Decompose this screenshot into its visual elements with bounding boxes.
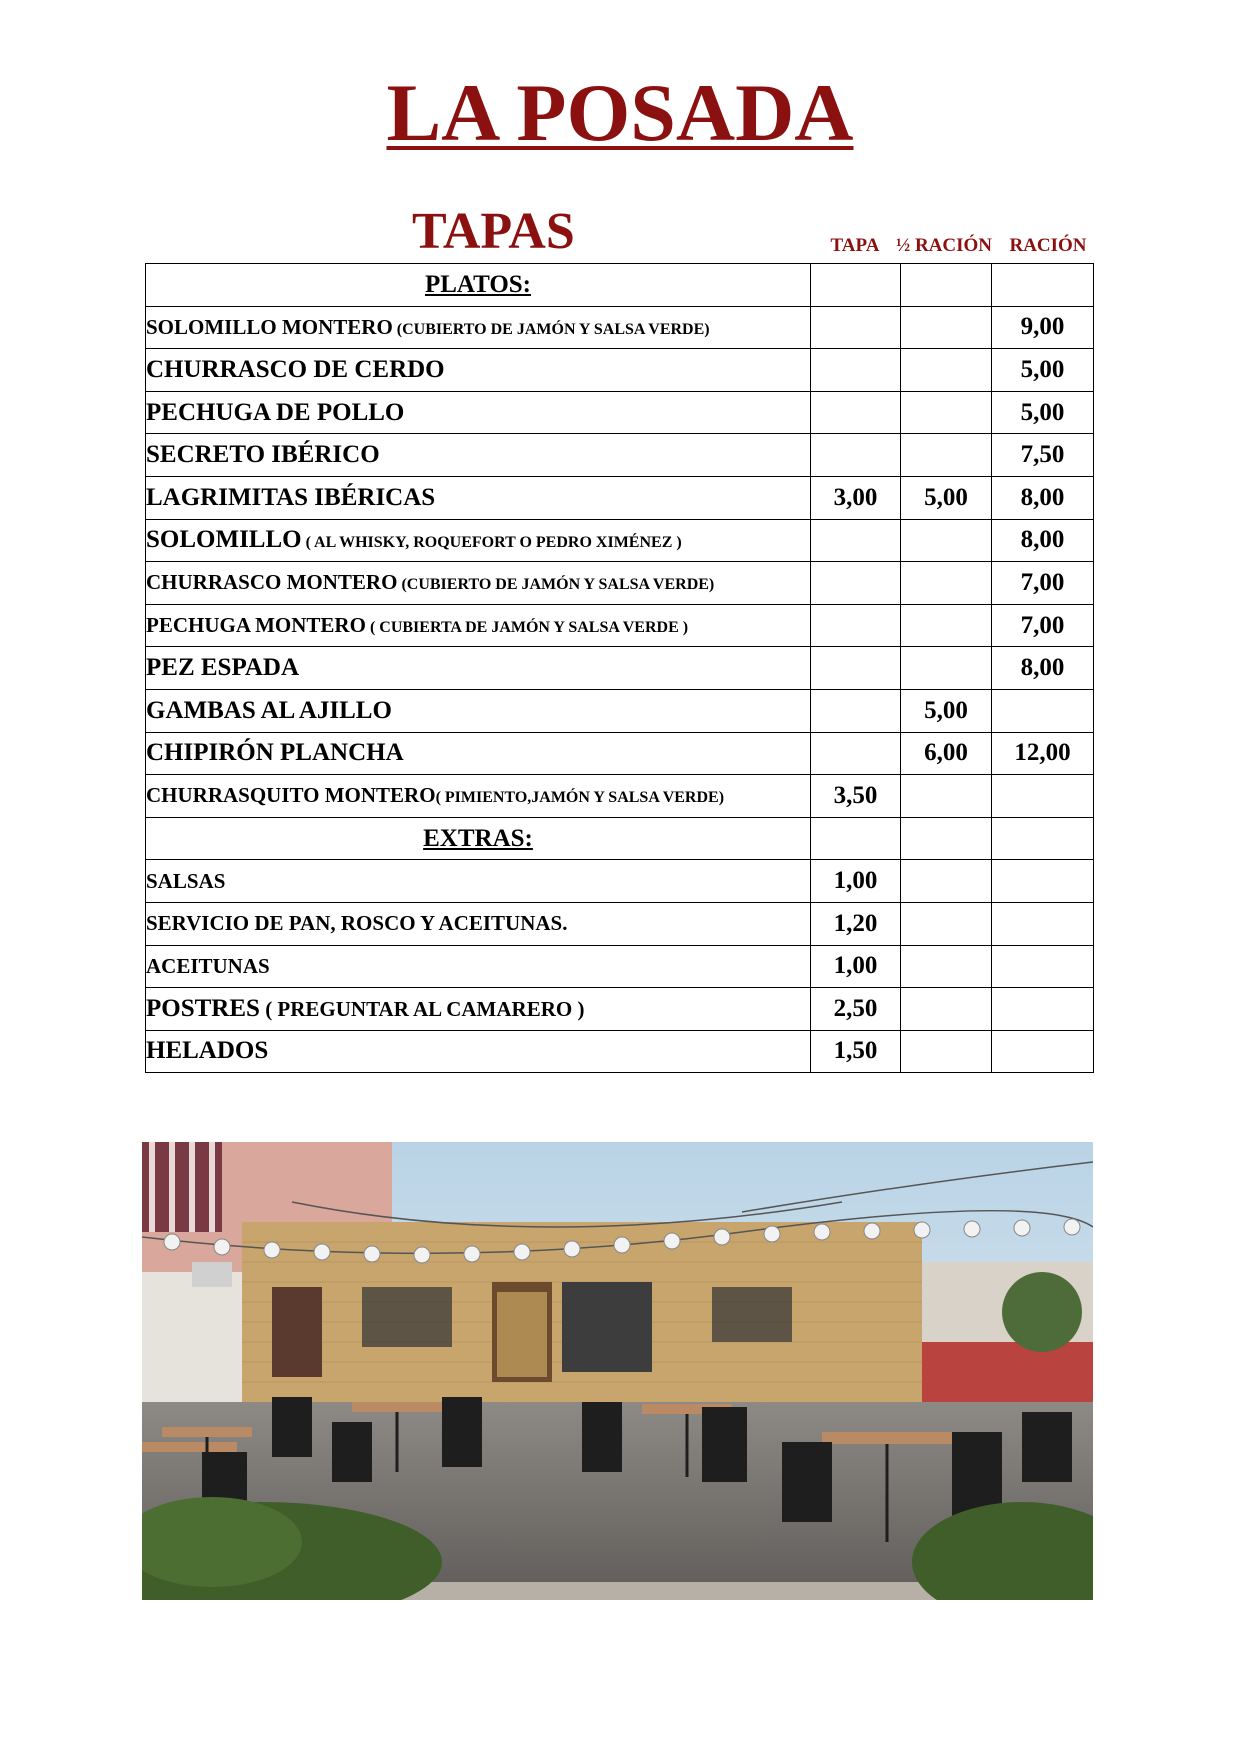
menu-item-name: CHIPIRÓN PLANCHA xyxy=(146,739,404,767)
price-media xyxy=(901,604,992,647)
menu-item-name-cell xyxy=(146,476,811,519)
price-media xyxy=(901,306,992,349)
menu-item-name: SECRETO IBÉRICO xyxy=(146,441,380,469)
menu-item-name-cell xyxy=(146,306,811,349)
menu-item-name: CHURRASCO MONTERO xyxy=(146,570,398,595)
menu-item-row xyxy=(146,945,1094,988)
price-tapa xyxy=(811,434,901,477)
price-media: 5,00 xyxy=(901,689,992,732)
price-racion: 7,00 xyxy=(992,562,1094,605)
price-tapa xyxy=(811,306,901,349)
price-tapa: 2,50 xyxy=(811,988,901,1031)
price-racion: 8,00 xyxy=(992,519,1094,562)
price-tapa xyxy=(811,391,901,434)
menu-item-row xyxy=(146,902,1094,945)
menu-item-name-cell xyxy=(146,902,811,945)
price-tapa xyxy=(811,604,901,647)
menu-item-name: SERVICIO DE PAN, ROSCO Y ACEITUNAS. xyxy=(146,911,568,936)
column-header-media-racion: ½ RACIÓN xyxy=(895,235,993,256)
menu-item-name-cell xyxy=(146,1030,811,1073)
menu-section-row xyxy=(146,817,1094,860)
empty-cell xyxy=(811,817,901,860)
menu-item-name: PECHUGA MONTERO xyxy=(146,613,366,638)
menu-section-heading: EXTRAS: xyxy=(146,817,811,860)
menu-item-row xyxy=(146,1030,1094,1073)
menu-section-heading: PLATOS: xyxy=(146,264,811,307)
price-racion: 7,00 xyxy=(992,604,1094,647)
price-media xyxy=(901,391,992,434)
price-racion: 9,00 xyxy=(992,306,1094,349)
price-tapa: 1,00 xyxy=(811,945,901,988)
menu-item-name-cell xyxy=(146,860,811,903)
menu-item-note: ( PIMIENTO,JAMÓN Y SALSA VERDE) xyxy=(435,789,725,807)
price-racion: 5,00 xyxy=(992,349,1094,392)
price-tapa xyxy=(811,732,901,775)
menu-item-name-cell xyxy=(146,775,811,818)
menu-item-name: HELADOS xyxy=(146,1037,269,1065)
empty-cell xyxy=(992,817,1094,860)
price-racion xyxy=(992,689,1094,732)
price-media xyxy=(901,562,992,605)
menu-item-name: SALSAS xyxy=(146,868,226,893)
terrace-photo-illustration xyxy=(142,1142,1093,1600)
price-tapa: 1,00 xyxy=(811,860,901,903)
menu-item-name: LAGRIMITAS IBÉRICAS xyxy=(146,483,436,511)
menu-item-row xyxy=(146,306,1094,349)
menu-item-row xyxy=(146,519,1094,562)
menu-item-row xyxy=(146,732,1094,775)
menu-item-row xyxy=(146,647,1094,690)
price-tapa xyxy=(811,349,901,392)
menu-item-name-cell xyxy=(146,519,811,562)
section-title: TAPAS xyxy=(412,203,575,260)
price-racion: 7,50 xyxy=(992,434,1094,477)
menu-item-row xyxy=(146,391,1094,434)
menu-item-row xyxy=(146,562,1094,605)
menu-item-name: PEZ ESPADA xyxy=(146,654,300,682)
price-media xyxy=(901,647,992,690)
column-header-tapa: TAPA xyxy=(830,235,880,256)
menu-item-name: CHURRASQUITO MONTERO xyxy=(146,783,436,808)
price-tapa: 1,20 xyxy=(811,902,901,945)
column-header-racion: RACIÓN xyxy=(1009,235,1087,256)
price-tapa xyxy=(811,689,901,732)
price-media xyxy=(901,1030,992,1073)
price-racion xyxy=(992,775,1094,818)
menu-item-name: POSTRES xyxy=(146,994,260,1022)
menu-item-name-cell xyxy=(146,434,811,477)
price-racion: 5,00 xyxy=(992,391,1094,434)
menu-item-row xyxy=(146,860,1094,903)
price-media xyxy=(901,349,992,392)
menu-item-name-cell xyxy=(146,349,811,392)
price-racion xyxy=(992,860,1094,903)
menu-item-note: ( CUBIERTA DE JAMÓN Y SALSA VERDE ) xyxy=(365,619,689,637)
price-racion: 8,00 xyxy=(992,476,1094,519)
price-racion xyxy=(992,902,1094,945)
price-racion: 12,00 xyxy=(992,732,1094,775)
price-racion: 8,00 xyxy=(992,647,1094,690)
menu-item-name: ACEITUNAS xyxy=(146,953,270,978)
price-racion xyxy=(992,1030,1094,1073)
menu-item-row xyxy=(146,604,1094,647)
price-media xyxy=(901,775,992,818)
menu-item-name-cell xyxy=(146,732,811,775)
price-racion xyxy=(992,945,1094,988)
menu-item-name-cell xyxy=(146,604,811,647)
empty-cell xyxy=(992,264,1094,307)
price-media: 6,00 xyxy=(901,732,992,775)
price-media xyxy=(901,902,992,945)
empty-cell xyxy=(811,264,901,307)
price-media xyxy=(901,519,992,562)
menu-item-name-cell xyxy=(146,647,811,690)
menu-item-row xyxy=(146,349,1094,392)
price-tapa xyxy=(811,562,901,605)
price-tapa: 3,00 xyxy=(811,476,901,519)
restaurant-title: LA POSADA xyxy=(386,67,854,158)
price-media xyxy=(901,434,992,477)
menu-item-row xyxy=(146,476,1094,519)
price-tapa xyxy=(811,647,901,690)
menu-item-note: (CUBIERTO DE JAMÓN Y SALSA VERDE) xyxy=(392,320,710,338)
menu-item-name-cell xyxy=(146,945,811,988)
menu-item-row xyxy=(146,689,1094,732)
price-media xyxy=(901,988,992,1031)
menu-item-name: CHURRASCO DE CERDO xyxy=(146,355,445,383)
menu-item-name-cell xyxy=(146,988,811,1031)
empty-cell xyxy=(901,264,992,307)
menu-item-name: PECHUGA DE POLLO xyxy=(146,398,405,426)
menu-item-note: ( AL WHISKY, ROQUEFORT O PEDRO XIMÉNEZ ) xyxy=(301,534,682,552)
menu-item-note: (CUBIERTO DE JAMÓN Y SALSA VERDE) xyxy=(397,576,715,594)
menu-item-name-cell xyxy=(146,689,811,732)
menu-section-row xyxy=(146,264,1094,307)
menu-table xyxy=(145,263,1094,1073)
menu-item-name-cell xyxy=(146,391,811,434)
price-racion xyxy=(992,988,1094,1031)
price-tapa: 3,50 xyxy=(811,775,901,818)
empty-cell xyxy=(901,817,992,860)
menu-item-note: ( PREGUNTAR AL CAMARERO ) xyxy=(259,996,585,1021)
menu-item-name-cell xyxy=(146,562,811,605)
price-media xyxy=(901,945,992,988)
terrace-photo xyxy=(142,1142,1093,1600)
menu-item-name: GAMBAS AL AJILLO xyxy=(146,696,392,724)
price-media: 5,00 xyxy=(901,476,992,519)
price-media xyxy=(901,860,992,903)
menu-item-name: SOLOMILLO MONTERO xyxy=(146,314,393,339)
menu-item-row xyxy=(146,775,1094,818)
menu-item-name: SOLOMILLO xyxy=(146,526,302,554)
price-tapa: 1,50 xyxy=(811,1030,901,1073)
price-tapa xyxy=(811,519,901,562)
menu-item-row xyxy=(146,988,1094,1031)
menu-item-row xyxy=(146,434,1094,477)
